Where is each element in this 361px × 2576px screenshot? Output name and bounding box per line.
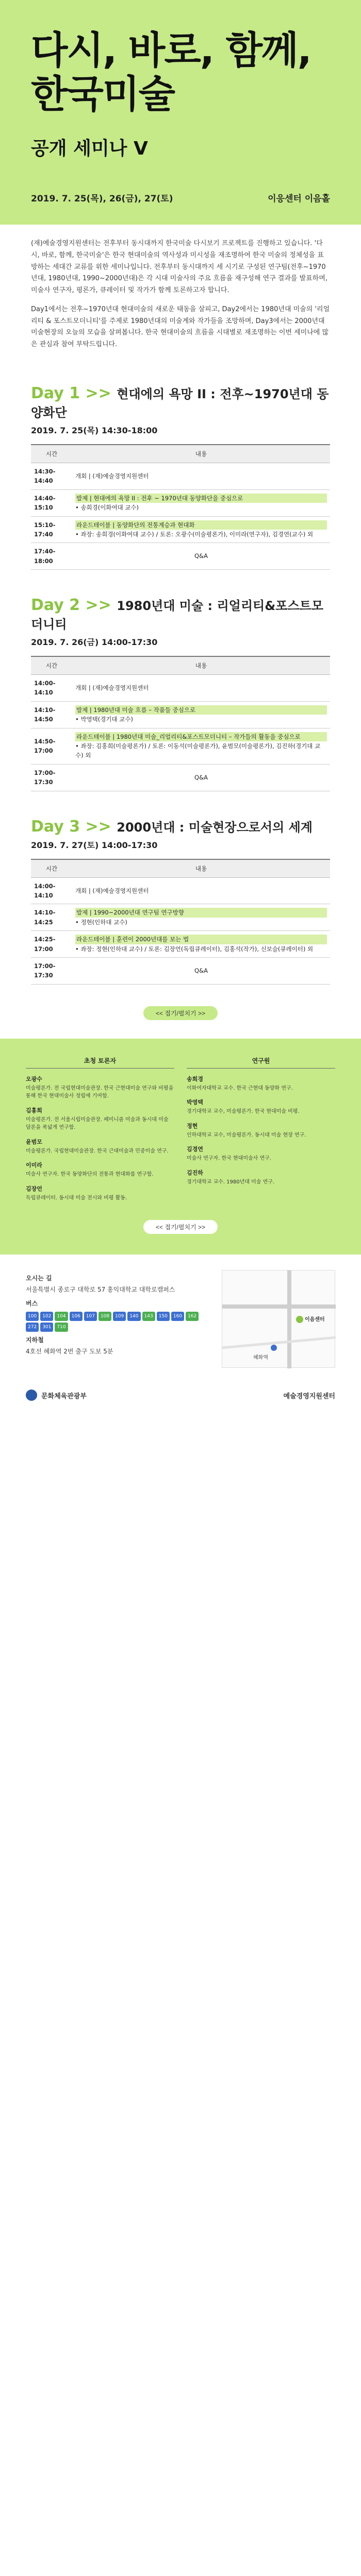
time-header: 시간 <box>31 656 72 675</box>
bus-number: 710 <box>55 1323 68 1332</box>
speakers-right-heading: 연구원 <box>187 1056 335 1069</box>
speaker-bio: 경기대학교 교수. 1980년대 미술 연구. <box>187 1179 275 1185</box>
bus-number: 143 <box>142 1312 155 1321</box>
hero-meta <box>31 191 330 204</box>
speaker-name: 김경연 <box>187 1146 203 1153</box>
row-time: 14:10-14:25 <box>31 904 72 931</box>
row-sub: • 박영택(경기대 교수) <box>75 716 133 723</box>
day3-section <box>0 796 361 990</box>
directions-section <box>0 1255 361 1378</box>
speaker-name: 오광수 <box>26 1075 42 1082</box>
hero-banner <box>0 0 361 225</box>
bus-number: 150 <box>157 1312 170 1321</box>
venue-pin-icon <box>296 1316 303 1323</box>
table-row <box>31 543 330 570</box>
table-row <box>31 764 330 791</box>
toggle-wrap <box>26 1208 335 1234</box>
speaker-item <box>26 1161 174 1179</box>
day3-title <box>31 817 330 836</box>
bus-number: 162 <box>186 1312 199 1321</box>
table-row <box>31 957 330 984</box>
table-row <box>31 931 330 958</box>
speaker-item <box>26 1106 174 1132</box>
row-title: 발제 | 현대에의 욕망 II : 전후 ~ 1970년대 동양화단을 중심으로 <box>75 494 327 503</box>
row-time: 14:00-14:10 <box>31 675 72 702</box>
row-sub: • 좌장: 김홍희(미술평론가) / 토론: 이동석(미술평론가), 윤범모(미술평론가), 김진하(경기대 교수) 외 <box>75 742 321 759</box>
speaker-bio: 미술평론가. 전 국립현대미술관장. 한국 근현대미술 연구와 비평을 통해 한국 현대미술사 정립에 기여함. <box>26 1085 174 1099</box>
map-venue-label: 이음센터 <box>305 1317 325 1323</box>
mcst-emblem-icon <box>26 1389 37 1401</box>
speaker-bio: 미술사 연구자. 한국 동양화단의 전통과 현대화를 연구함. <box>26 1172 154 1178</box>
speakers-right-column <box>187 1056 335 1208</box>
speaker-bio: 독립큐레이터. 동시대 미술 전시와 비평 활동. <box>26 1195 127 1201</box>
day1-schedule-table <box>31 444 330 570</box>
day3-theme: 2000년대 : 미술현장으로서의 세계 <box>117 820 313 835</box>
row-time: 14:30-14:40 <box>31 463 72 489</box>
speaker-name: 김진하 <box>187 1169 203 1176</box>
row-time: 15:10-17:40 <box>31 516 72 543</box>
row-content <box>72 489 330 516</box>
row-sub: • 송희경(이화여대 교수) <box>75 504 139 512</box>
table-row <box>31 877 330 904</box>
kams-logo <box>284 1391 335 1400</box>
speaker-bio: 인하대학교 교수, 미술평론가. 동시대 미술 현장 연구. <box>187 1132 306 1138</box>
table-header-row <box>31 445 330 463</box>
venue-address: 서울특별시 종로구 대학로 57 홍익대학교 대학로캠퍼스 <box>26 1285 175 1293</box>
bus-number: 106 <box>70 1312 83 1321</box>
row-sub: • 정현(인하대 교수) <box>75 918 127 926</box>
row-sub: • 좌장: 송희경(이화여대 교수) / 토론: 오광수(미술평론가), 이미라(연구자), 김경연(교수) 외 <box>75 530 314 538</box>
day1-date: 2019. 7. 25(목) 14:30-18:00 <box>31 425 158 435</box>
time-header: 시간 <box>31 859 72 878</box>
hero-title <box>31 29 330 116</box>
footer <box>0 1378 361 1414</box>
row-time: 14:50-17:00 <box>31 728 72 764</box>
table-row <box>31 904 330 931</box>
speaker-name: 김장언 <box>26 1185 42 1192</box>
speaker-name: 송희경 <box>187 1075 203 1082</box>
row-time: 14:40-15:10 <box>31 489 72 516</box>
event-venue: 이응센터 이음홀 <box>268 194 330 205</box>
row-title: 라운드테이블 | 동양화단의 전통계승과 현대화 <box>75 520 327 530</box>
bus-number: 160 <box>171 1312 184 1321</box>
row-time: 17:40-18:00 <box>31 543 72 570</box>
day2-section <box>0 575 361 796</box>
table-row <box>31 516 330 543</box>
day3-date: 2019. 7. 27(토) 14:00-17:30 <box>31 840 158 850</box>
row-time: 14:10-14:50 <box>31 701 72 728</box>
speaker-bio: 미술사 연구자. 한국 현대미술사 연구. <box>187 1156 271 1162</box>
speakers-columns <box>26 1056 335 1208</box>
mcst-name: 문화체육관광부 <box>41 1392 87 1400</box>
day2-label: Day 2 >> <box>31 596 111 615</box>
day1-title <box>31 384 330 421</box>
bus-number: 104 <box>55 1312 68 1321</box>
bus-number: 108 <box>99 1312 111 1321</box>
row-content <box>72 728 330 764</box>
bus-number: 301 <box>40 1323 53 1332</box>
row-content <box>72 904 330 931</box>
row-title: 라운드테이블 | 훈련이 2000년대를 보는 법 <box>75 935 327 944</box>
speakers-section <box>0 1039 361 1255</box>
row-content: Q&A <box>72 957 330 984</box>
speaker-name: 김홍희 <box>26 1107 42 1114</box>
row-title: 라운드테이블 | 1980년대 미술_리얼리티&포스트모더니티 – 작가들의 활동을 중심으로 <box>75 732 327 741</box>
row-content: 개회 | (재)예술경영지원센터 <box>72 675 330 702</box>
hero-subtitle: 공개 세미나 V <box>31 138 148 160</box>
row-title: 발제 | 1980년대 미술 흐름 – 작품들 중심으로 <box>75 705 327 715</box>
bus-list <box>26 1312 199 1332</box>
bus-number: 102 <box>40 1312 53 1321</box>
row-content <box>72 516 330 543</box>
speakers-left-column <box>26 1056 174 1208</box>
day3-schedule-table <box>31 859 330 985</box>
row-time: 17:00-17:30 <box>31 957 72 984</box>
content-header: 내용 <box>72 445 330 463</box>
intro-paragraph: (재)예술경영지원센터는 전후부터 동시대까지 한국미술 다시보기 프로젝트를 진행하고 있습니다. '다시, 바로, 함께, 한국미술'은 한국 현대미술의 역사성과 미시성을 재조명하여 한국 미술의 정체성을 표방하는 세대간 교류를 위한 세미나입니다. 전후부터 동시대까지 세 시기로 구성된 연구팀(전후~1970년대, 1980년대, 1990~2000년대)은 각 시대 미술사의 주요 흐름을 재구성해 연구 결과를 발표하며, 미술사 연구자, 평론가, 큐레이터 및 작가가 함께 토론하고자 합니다. <box>31 240 327 295</box>
time-header: 시간 <box>31 445 72 463</box>
speaker-item <box>26 1075 174 1100</box>
kams-name: 예술경영지원센터 <box>283 1392 335 1400</box>
toggle-wrap <box>0 990 361 1039</box>
toggle-button[interactable]: << 접기/펼치기 >> <box>143 1006 218 1020</box>
speaker-item <box>26 1184 174 1202</box>
day1-theme: 현대에의 욕망 II : 전후~1970년대 동양화단 <box>31 386 329 420</box>
content-header: 내용 <box>72 656 330 675</box>
row-content <box>72 701 330 728</box>
directions-text <box>26 1270 199 1368</box>
intro-text <box>0 225 361 363</box>
speaker-bio: 경기대학교 교수, 미술평론가. 한국 현대미술 비평. <box>187 1109 300 1115</box>
bus-label: 버스 <box>26 1300 38 1308</box>
mcst-logo <box>26 1389 87 1401</box>
intro-paragraph: Day1에서는 전후~1970년대 현대미술의 새로운 태동을 살피고, Day2에서는 1980년대 미술의 '리얼리티 & 포스트모더니티'를 주제로 1980년대의 미술계와 작가들을 조망하며, Day3에서는 2000년대 미술현장의 오늘의 모습을 살펴봅니다. 한국 현대미술의 흐름을 시대별로 재조명하는 이번 세미나에 많은 관심과 참여 부탁드립니다. <box>31 305 330 349</box>
speaker-item <box>187 1168 335 1187</box>
content-header: 내용 <box>72 859 330 878</box>
speakers-left-heading: 초청 토론자 <box>26 1056 174 1069</box>
event-dates: 2019. 7. 25(목), 26(금), 27(토) <box>31 194 173 205</box>
row-time: 14:25-17:00 <box>31 931 72 958</box>
bus-number: 109 <box>113 1312 126 1321</box>
speaker-name: 박영택 <box>187 1099 203 1106</box>
day1-label: Day 1 >> <box>31 384 111 402</box>
row-content: Q&A <box>72 543 330 570</box>
speaker-item <box>187 1145 335 1163</box>
speaker-item <box>187 1075 335 1093</box>
row-time: 17:00-17:30 <box>31 764 72 791</box>
speaker-bio: 미술평론가. 전 서울시립미술관장. 페미니즘 미술과 동시대 미술 담론을 폭넓게 연구함. <box>26 1116 169 1131</box>
directions-label: 오시는 길 <box>26 1275 52 1282</box>
row-sub: • 좌장: 정현(인하대 교수) / 토론: 김장언(독립큐레이터), 김홍석(작가), 신보슬(큐레이터) 외 <box>75 945 314 953</box>
bus-number: 140 <box>127 1312 140 1321</box>
speaker-item <box>187 1098 335 1116</box>
table-row <box>31 675 330 702</box>
hero-title-line2: 한국미술 <box>31 72 174 117</box>
row-content: 개회 | (재)예술경영지원센터 <box>72 463 330 489</box>
row-content: Q&A <box>72 764 330 791</box>
day1-section <box>0 363 361 575</box>
hero-title-line1: 다시, 바로, 함께, <box>31 28 311 73</box>
day2-date: 2019. 7. 26(금) 14:00-17:30 <box>31 637 158 648</box>
speaker-bio: 이화여자대학교 교수. 한국 근현대 동양화 연구. <box>187 1085 293 1091</box>
day3-label: Day 3 >> <box>31 817 111 836</box>
table-header-row <box>31 859 330 878</box>
speaker-name: 윤범모 <box>26 1138 42 1145</box>
map-station-label: 혜화역 <box>253 1355 268 1361</box>
table-row <box>31 463 330 489</box>
row-content: 개회 | (재)예술경영지원센터 <box>72 877 330 904</box>
bus-number: 100 <box>26 1312 39 1321</box>
map-road <box>222 1337 336 1348</box>
speaker-item <box>187 1122 335 1140</box>
bus-number: 107 <box>84 1312 97 1321</box>
row-title: 발제 | 1990~2000년대 연구팀 연구방향 <box>75 908 327 917</box>
day2-schedule-table <box>31 656 330 791</box>
subway-station-icon <box>271 1345 277 1351</box>
toggle-button[interactable]: << 접기/펼치기 >> <box>143 1220 218 1234</box>
row-time: 14:00-14:10 <box>31 877 72 904</box>
table-header-row <box>31 656 330 675</box>
day2-title <box>31 596 330 633</box>
day2-theme: 1980년대 미술 : 리얼리티&포스트모더니티 <box>31 599 323 632</box>
speaker-item <box>26 1138 174 1156</box>
speaker-name: 정현 <box>187 1122 198 1129</box>
table-row <box>31 728 330 764</box>
table-row <box>31 701 330 728</box>
subway-label: 지하철 <box>26 1336 44 1344</box>
table-row <box>31 489 330 516</box>
speaker-bio: 미술평론가. 국립현대미술관장. 한국 근대미술과 민중미술 연구. <box>26 1148 169 1154</box>
row-content <box>72 931 330 958</box>
subway-info: 4호선 혜화역 2번 출구 도보 5분 <box>26 1347 113 1355</box>
speaker-name: 이미라 <box>26 1162 42 1169</box>
bus-number: 272 <box>26 1323 39 1332</box>
location-map[interactable] <box>222 1270 335 1368</box>
